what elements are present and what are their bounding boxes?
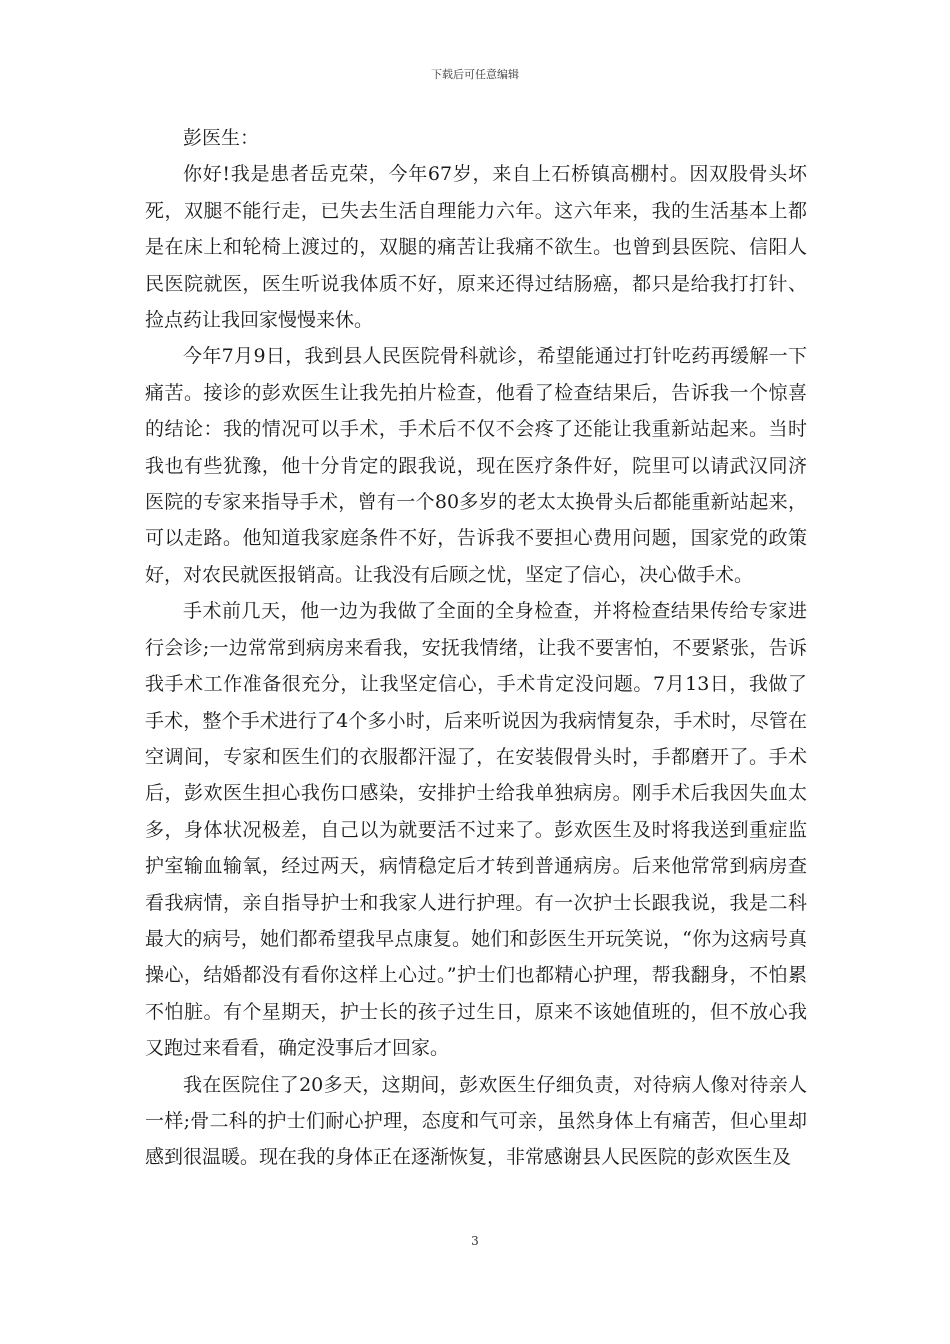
letter-paragraph-1: 你好!我是患者岳克荣，今年67岁，来自上石桥镇高棚村。因双股骨头坏死，双腿不能行走，已失去生活自理能力六年。这六年来，我的生活基本上都是在床上和轮椅上渡过的，双腿的痛苦让我痛不欲生。也曾到县医院、信阳人民医院就医，医生听说我体质不好，原来还得过结肠癌，都只是给我打打针、捡点药让我回家慢慢来休。 — [145, 163, 807, 332]
letter-salutation: 彭医生： — [183, 127, 260, 149]
letter-paragraph-2: 今年7月9日，我到县人民医院骨科就诊，希望能通过打针吃药再缓解一下痛苦。接诊的彭欢医生让我先拍片检查，他看了检查结果后，告诉我一个惊喜的结论：我的情况可以手术，手术后不仅不会疼了还能让我重新站起来。当时我也有些犹豫，他十分肯定的跟我说，现在医疗条件好，院里可以请武汉同济医院的专家来指导手术，曾有一个80多岁的老太太换骨头后都能重新站起来，可以走路。他知道我家庭条件不好，告诉我不要担心费用问题，国家党的政策好，对农民就医报销高。让我没有后顾之忧，坚定了信心，决心做手术。 — [145, 345, 807, 586]
letter-body — [145, 120, 807, 1176]
page-number: 3 — [471, 1234, 479, 1248]
page-header-note: 下载后可任意编辑 — [431, 68, 519, 81]
letter-paragraph-4: 我在医院住了20多天，这期间，彭欢医生仔细负责，对待病人像对待亲人一样;骨二科的护士们耐心护理，态度和气可亲，虽然身体上有痛苦，但心里却感到很温暖。现在我的身体正在逐渐恢复，非常感谢县人民医院的彭欢医生及 — [145, 1073, 807, 1169]
letter-paragraph-3: 手术前几天，他一边为我做了全面的全身检查，并将检查结果传给专家进行会诊;一边常常到病房来看我，安抚我情绪，让我不要害怕，不要紧张，告诉我手术工作准备很充分，让我坚定信心，手术肯定没问题。7月13日，我做了手术，整个手术进行了4个多小时，后来听说因为我病情复杂，手术时，尽管在空调间，专家和医生们的衣服都汗湿了，在安装假骨头时，手都磨开了。手术后，彭欢医生担心我伤口感染，安排护士给我单独病房。刚手术后我因失血太多，身体状况极差，自己以为就要活不过来了。彭欢医生及时将我送到重症监护室输血输氧，经过两天，病情稳定后才转到普通病房。后来他常常到病房查看我病情，亲自指导护士和我家人进行护理。有一次护士长跟我说，我是二科最大的病号，她们都希望我早点康复。她们和彭医生开玩笑说，“你为这病号真操心，结婚都没有看你这样上心过。”护士们也都精心护理，帮我翻身，不怕累不怕脏。有个星期天，护士长的孩子过生日，原来不该她值班的，但不放心我又跑过来看看，确定没事后才回家。 — [145, 600, 807, 1060]
